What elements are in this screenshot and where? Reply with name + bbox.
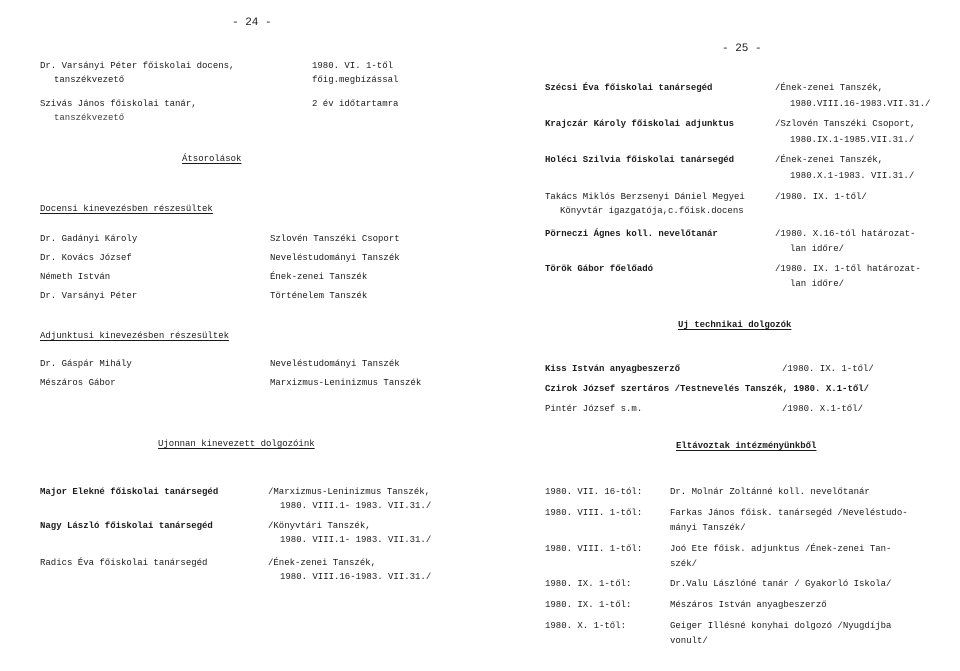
entry-name: Krajczár Károly főiskolai adjunktus <box>545 119 735 129</box>
intro-date: 2 év időtartamra <box>312 99 399 109</box>
entry-unit: /Szlovén Tanszéki Csoport, <box>775 119 916 129</box>
eltavozott-detail: Farkas János főisk. tanársegéd /Neveléstudo- <box>670 508 908 518</box>
ujonnan-period: 1980. VIII.1- 1983. VII.31./ <box>280 535 432 545</box>
docensi-name: Dr. Kovács József <box>40 253 132 263</box>
entry-period: /1980. IX. 1-től/ <box>775 192 867 202</box>
ujonnan-name: Nagy László főiskolai tanársegéd <box>40 521 213 531</box>
docensi-unit: Ének-zenei Tanszék <box>270 272 368 282</box>
section-heading-technikai: Uj technikai dolgozók <box>678 320 792 330</box>
entry-name: Pörneczi Ágnes koll. nevelőtanár <box>545 229 718 239</box>
eltavozott-date: 1980. VIII. 1-től: <box>545 544 643 554</box>
adjunktusi-unit: Marxizmus-Leninizmus Tanszék <box>270 378 422 388</box>
eltavozott-detail: Joó Ete főisk. adjunktus /Ének-zenei Tan- <box>670 544 892 554</box>
docensi-unit: Neveléstudományi Tanszék <box>270 253 400 263</box>
docensi-unit: Történelem Tanszék <box>270 291 368 301</box>
eltavozott-date: 1980. VIII. 1-től: <box>545 508 643 518</box>
intro-line: Dr. Varsányi Péter főiskolai docens, <box>40 61 235 71</box>
entry-period: /1980. IX. 1-től határozat- <box>775 264 921 274</box>
section-heading-eltavoztak: Eltávoztak intézményünkből <box>676 441 817 451</box>
entry-unit: /Ének-zenei Tanszék, <box>775 83 884 93</box>
docensi-name: Németh István <box>40 272 111 282</box>
entry-period: 1980.IX.1-1985.VII.31./ <box>790 135 915 145</box>
intro-date: 1980. VI. 1-től <box>312 61 394 71</box>
entry-period-cont: lan időre/ <box>790 279 845 289</box>
ujonnan-name: Radics Éva főiskolai tanársegéd <box>40 558 208 568</box>
ujonnan-name: Major Elekné főiskolai tanársegéd <box>40 487 219 497</box>
entry-unit: /Ének-zenei Tanszék, <box>775 155 884 165</box>
docensi-unit: Szlovén Tanszéki Csoport <box>270 234 400 244</box>
eltavozott-date: 1980. IX. 1-től: <box>545 600 632 610</box>
eltavozott-detail-cont: vonult/ <box>670 636 708 646</box>
section-heading-docensi: Docensi kinevezésben részesültek <box>40 204 213 214</box>
eltavozott-detail-cont: szék/ <box>670 559 698 569</box>
docensi-name: Dr. Gadányi Károly <box>40 234 138 244</box>
intro-line: Szivás János főiskolai tanár, <box>40 99 197 109</box>
adjunktusi-unit: Neveléstudományi Tanszék <box>270 359 400 369</box>
entry-period-cont: lan időre/ <box>790 244 845 254</box>
intro-line: tanszékvezető <box>54 75 125 85</box>
eltavozott-detail-cont: mányi Tanszék/ <box>670 523 746 533</box>
intro-date: főig.megbízással <box>312 75 399 85</box>
ujonnan-period: 1980. VIII.1- 1983. VII.31./ <box>280 501 432 511</box>
intro-line: tanszékvezető <box>54 113 125 123</box>
ujonnan-unit: /Marxizmus-Leninizmus Tanszék, <box>268 487 431 497</box>
eltavozott-date: 1980. IX. 1-től: <box>545 579 632 589</box>
technikai-name: Kiss István anyagbeszerző <box>545 364 681 374</box>
entry-name: Szécsi Éva főiskolai tanársegéd <box>545 83 713 93</box>
ujonnan-period: 1980. VIII.16-1983. VII.31./ <box>280 572 432 582</box>
section-heading-adjunktusi: Adjunktusi kinevezésben részesültek <box>40 331 230 341</box>
entry-title: Könyvtár igazgatója,c.főisk.docens <box>560 206 744 216</box>
entry-period: /1980. X.16-tól határozat- <box>775 229 916 239</box>
technikai-period: /1980. X.1-től/ <box>782 404 864 414</box>
page-number-right: - 25 - <box>722 43 762 55</box>
entry-name: Holéci Szilvia főiskolai tanársegéd <box>545 155 735 165</box>
entry-name: Török Gábor főelőadó <box>545 264 654 274</box>
eltavozott-detail: Geiger Illésné konyhai dolgozó /Nyugdíjba <box>670 621 892 631</box>
eltavozott-detail: Mészáros István anyagbeszerző <box>670 600 827 610</box>
section-heading-atsorolasok: Átsorolások <box>182 154 242 164</box>
eltavozott-detail: Dr. Molnár Zoltánné koll. nevelőtanár <box>670 487 870 497</box>
technikai-period: /1980. IX. 1-től/ <box>782 364 874 374</box>
eltavozott-date: 1980. X. 1-től: <box>545 621 627 631</box>
technikai-name: Czirok József szertáros /Testnevelés Tanszék, 1980. X.1-től/ <box>545 384 870 394</box>
eltavozott-detail: Dr.Valu Lászlóné tanár / Gyakorló Iskola/ <box>670 579 892 589</box>
docensi-name: Dr. Varsányi Péter <box>40 291 138 301</box>
ujonnan-unit: /Könyvtári Tanszék, <box>268 521 371 531</box>
adjunktusi-name: Dr. Gáspár Mihály <box>40 359 132 369</box>
entry-period: 1980.X.1-1983. VII.31./ <box>790 171 915 181</box>
entry-period: 1980.VIII.16-1983.VII.31./ <box>790 99 931 109</box>
section-heading-ujonnan: Ujonnan kinevezett dolgozóink <box>158 439 315 449</box>
adjunktusi-name: Mészáros Gábor <box>40 378 116 388</box>
entry-name: Takács Miklós Berzsenyi Dániel Megyei <box>545 192 745 202</box>
eltavozott-date: 1980. VII. 16-tól: <box>545 487 643 497</box>
page-number-left: - 24 - <box>232 17 272 29</box>
technikai-name: Pintér József s.m. <box>545 404 643 414</box>
ujonnan-unit: /Ének-zenei Tanszék, <box>268 558 377 568</box>
